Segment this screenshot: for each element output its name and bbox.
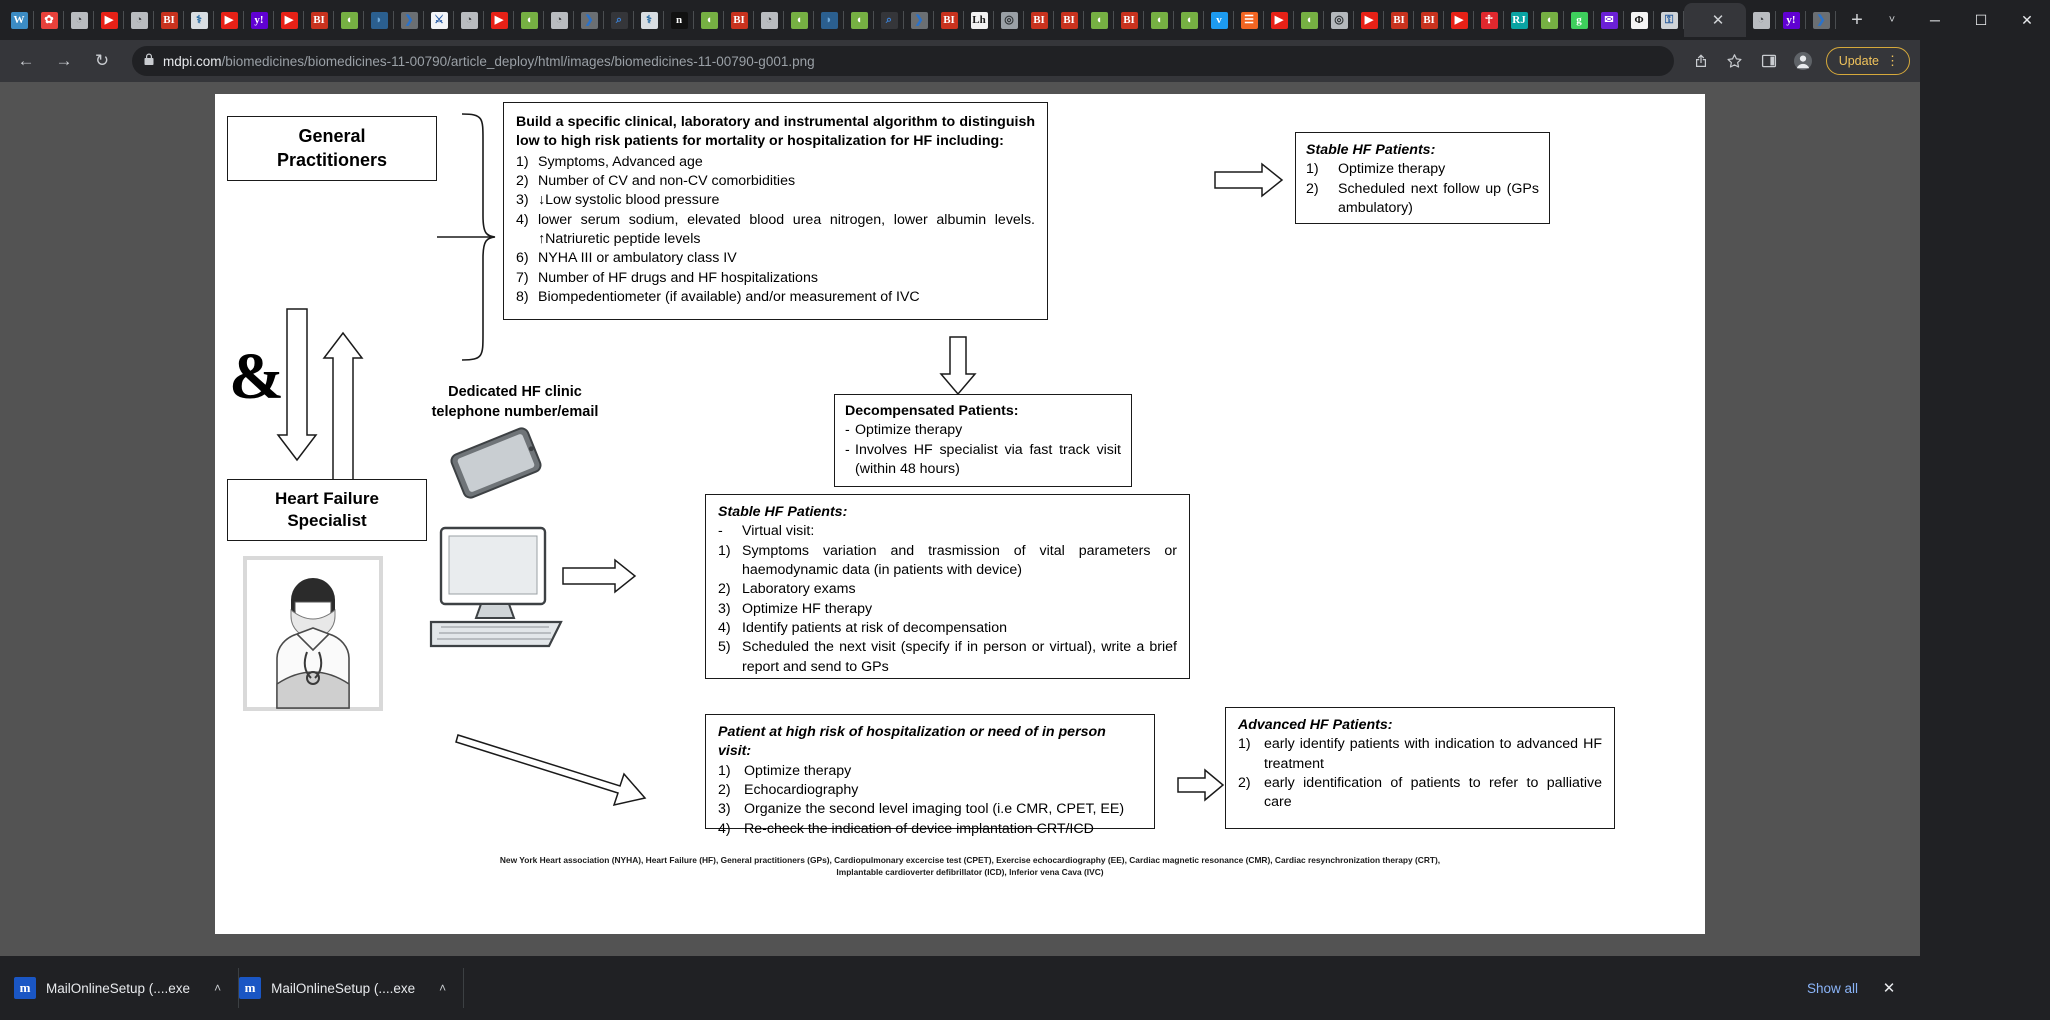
tab-favicon-icon: ◖ bbox=[1181, 12, 1198, 29]
list-item-number: 1) bbox=[516, 153, 529, 170]
browser-tab[interactable] bbox=[574, 3, 604, 37]
tab-favicon-icon: ❯ bbox=[1813, 12, 1830, 29]
browser-tab[interactable] bbox=[814, 3, 844, 37]
list-item bbox=[718, 542, 1177, 581]
download-file-icon: m bbox=[239, 977, 261, 999]
tab-favicon-icon: Φ bbox=[1631, 12, 1648, 29]
browser-tab[interactable] bbox=[724, 3, 754, 37]
gp-box-line2: Practitioners bbox=[276, 149, 388, 170]
list-item-number: 2) bbox=[1306, 180, 1319, 197]
list-item bbox=[516, 269, 1035, 288]
list-item-number: 2) bbox=[516, 172, 529, 189]
tab-favicon-icon: ✿ bbox=[41, 12, 58, 29]
list-item-text: Scheduled the next visit (specify if in person or virtual), write a brief report and send to GPs bbox=[742, 639, 1177, 675]
tab-favicon-icon: ◖ bbox=[701, 12, 718, 29]
tab-favicon-icon: ◔ bbox=[71, 12, 88, 29]
heart-failure-specialist-box bbox=[227, 479, 427, 541]
tab-favicon-icon: ◖ bbox=[1091, 12, 1108, 29]
algorithm-item-list bbox=[516, 153, 1035, 308]
list-item-number: 1) bbox=[718, 762, 731, 779]
list-item-text: lower serum sodium, elevated blood urea nitrogen, lower albumin levels. ↑Natriuretic peptide levels bbox=[538, 211, 1035, 247]
browser-tab[interactable] bbox=[1324, 3, 1354, 37]
list-item bbox=[718, 580, 1177, 599]
download-item[interactable] bbox=[239, 956, 464, 1020]
browser-tab[interactable] bbox=[1174, 3, 1204, 37]
tab-favicon-icon: ◎ bbox=[1001, 12, 1018, 29]
browser-tab[interactable] bbox=[1504, 3, 1534, 37]
browser-tab[interactable] bbox=[124, 3, 154, 37]
tab-favicon-icon: ▶ bbox=[221, 12, 238, 29]
tab-favicon-icon: ◖ bbox=[1151, 12, 1168, 29]
browser-tab[interactable] bbox=[1594, 3, 1624, 37]
list-item-number: 4) bbox=[718, 820, 731, 837]
browser-tab[interactable] bbox=[34, 3, 64, 37]
list-item-text: early identification of patients to refer to palliative care bbox=[1264, 774, 1602, 811]
stable-hf-virtual-subheading bbox=[718, 522, 1177, 541]
download-file-name: MailOnlineSetup (....exe bbox=[271, 980, 416, 996]
browser-tab[interactable] bbox=[1534, 3, 1564, 37]
list-item-number: 3) bbox=[718, 600, 731, 617]
tab-favicon-icon: ⌕ bbox=[881, 12, 898, 29]
caption-line1: New York Heart association (NYHA), Heart Failure (HF), General practitioners (GPs), Cardiopulmonary excercise test (CPET), Exercise echocardiography (EE), Cardiac magnetic resonance (CMR), Cardiac resynchronization therapy (CRT), bbox=[499, 855, 1441, 865]
list-item-text: Re-check the indication of device implantation CRT/ICD bbox=[744, 820, 1094, 837]
tab-favicon-icon: ◖ bbox=[1301, 12, 1318, 29]
browser-tab[interactable] bbox=[904, 3, 934, 37]
list-item-text: Optimize therapy bbox=[1338, 161, 1446, 178]
tab-favicon-icon: Lh bbox=[971, 12, 988, 29]
tab-favicon-icon: ◔ bbox=[461, 12, 478, 29]
high-risk-item-list bbox=[718, 762, 1142, 839]
browser-tab[interactable] bbox=[4, 3, 34, 37]
update-button[interactable] bbox=[1826, 47, 1910, 75]
browser-tab[interactable] bbox=[874, 3, 904, 37]
profile-avatar-icon[interactable] bbox=[1788, 46, 1818, 76]
list-item-number: - bbox=[845, 441, 850, 458]
list-item bbox=[718, 781, 1142, 800]
download-file-name: MailOnlineSetup (....exe bbox=[46, 980, 191, 996]
tab-favicon-icon: W bbox=[11, 12, 28, 29]
tab-favicon-icon: ❯ bbox=[911, 12, 928, 29]
list-item-text: Organize the second level imaging tool (i.e CMR, CPET, EE) bbox=[744, 801, 1125, 818]
tab-favicon-icon: ◔ bbox=[1753, 12, 1770, 29]
hf-specialist-line2: Specialist bbox=[287, 511, 367, 530]
tab-favicon-icon: ◔ bbox=[551, 12, 568, 29]
list-item-text: Optimize therapy bbox=[744, 762, 852, 779]
browser-tab[interactable] bbox=[154, 3, 184, 37]
tab-favicon-icon: BI bbox=[161, 12, 178, 29]
browser-tab[interactable] bbox=[274, 3, 304, 37]
download-item[interactable] bbox=[14, 956, 239, 1020]
general-practitioners-box bbox=[227, 116, 437, 181]
tab-favicon-icon: ▶ bbox=[101, 12, 118, 29]
browser-tab[interactable] bbox=[544, 3, 574, 37]
close-downloads-bar-button[interactable]: ✕ bbox=[1882, 980, 1896, 997]
ampersand-symbol: & bbox=[229, 340, 284, 413]
browser-tab[interactable] bbox=[1204, 3, 1234, 37]
list-item-text: Number of HF drugs and HF hospitalizations bbox=[538, 269, 818, 286]
stable-hf-gp-box bbox=[1295, 132, 1550, 224]
list-item-number: 8) bbox=[516, 288, 529, 305]
hf-care-pathway-diagram bbox=[215, 94, 1705, 934]
tab-strip bbox=[0, 0, 2033, 40]
browser-tab[interactable] bbox=[514, 3, 544, 37]
tab-favicon-icon: y! bbox=[251, 12, 268, 29]
tab-favicon-icon: ◖ bbox=[521, 12, 538, 29]
tab-favicon-icon: ◎ bbox=[1331, 12, 1348, 29]
browser-tab[interactable] bbox=[604, 3, 634, 37]
tab-favicon-icon: g bbox=[1571, 12, 1588, 29]
address-bar[interactable] bbox=[132, 46, 1674, 76]
list-item-text: Echocardiography bbox=[744, 781, 859, 798]
tab-favicon-icon: ⚕ bbox=[641, 12, 658, 29]
dedicated-hf-clinic-label bbox=[395, 382, 635, 423]
chrome-menu-icon[interactable]: ⋮ bbox=[1886, 53, 1899, 68]
list-item bbox=[718, 600, 1177, 619]
subheading-bullet: - bbox=[718, 523, 723, 540]
tab-favicon-icon: ▶ bbox=[1361, 12, 1378, 29]
list-item-number: 4) bbox=[718, 619, 731, 636]
lock-icon bbox=[144, 53, 154, 69]
tab-favicon-icon: BI bbox=[941, 12, 958, 29]
browser-tab[interactable] bbox=[964, 3, 994, 37]
browser-tab[interactable] bbox=[1114, 3, 1144, 37]
new-tab-button[interactable]: + bbox=[1851, 8, 1863, 31]
browser-tab[interactable] bbox=[1654, 3, 1684, 37]
browser-tab[interactable] bbox=[784, 3, 814, 37]
tab-favicon-icon: BI bbox=[1061, 12, 1078, 29]
list-item-number: 1) bbox=[1238, 736, 1251, 753]
list-item bbox=[845, 441, 1121, 480]
tab-favicon-icon: ❯ bbox=[401, 12, 418, 29]
browser-tab[interactable] bbox=[1624, 3, 1654, 37]
browser-tab[interactable] bbox=[1384, 3, 1414, 37]
download-menu-caret-icon[interactable]: ˄ bbox=[214, 981, 222, 995]
list-item-number: 4) bbox=[516, 211, 529, 228]
dedicated-clinic-line1: Dedicated HF clinic bbox=[448, 384, 582, 400]
list-item-number: 7) bbox=[516, 269, 529, 286]
tab-favicon-icon: ☥ bbox=[1481, 12, 1498, 29]
list-item-number: 1) bbox=[1306, 161, 1319, 178]
browser-tab[interactable] bbox=[694, 3, 724, 37]
smartphone-illustration bbox=[437, 424, 555, 502]
tab-favicon-icon: ◖ bbox=[1541, 12, 1558, 29]
browser-tab[interactable] bbox=[1564, 3, 1594, 37]
high-risk-patient-box bbox=[705, 714, 1155, 837]
list-item-text: Symptoms, Advanced age bbox=[538, 153, 703, 170]
tab-favicon-icon: ◖ bbox=[791, 12, 808, 29]
list-item-number: 2) bbox=[718, 781, 731, 798]
decompensated-patients-box bbox=[834, 394, 1132, 487]
forward-button[interactable]: → bbox=[55, 51, 73, 70]
list-item bbox=[1306, 180, 1539, 219]
advanced-hf-box bbox=[1225, 707, 1615, 829]
tab-favicon-icon: ▶ bbox=[281, 12, 298, 29]
advanced-hf-heading: Advanced HF Patients: bbox=[1238, 717, 1393, 733]
browser-tab[interactable] bbox=[1264, 3, 1294, 37]
stable-hf-virtual-box bbox=[705, 494, 1190, 679]
tab-favicon-icon: ◖ bbox=[851, 12, 868, 29]
tab-search-caret-icon[interactable]: ˅ bbox=[1888, 14, 1896, 26]
browser-tab[interactable] bbox=[934, 3, 964, 37]
browser-tab[interactable] bbox=[1474, 3, 1504, 37]
gp-box-line1: General bbox=[298, 126, 366, 147]
browser-tab[interactable] bbox=[304, 3, 334, 37]
list-item-number: 2) bbox=[1238, 774, 1251, 791]
browser-tab[interactable] bbox=[1806, 3, 1836, 37]
list-item-number: 6) bbox=[516, 250, 529, 267]
back-button[interactable]: ← bbox=[17, 51, 35, 70]
decompensated-heading: Decompensated Patients: bbox=[845, 403, 1019, 419]
browser-tab[interactable] bbox=[454, 3, 484, 37]
browser-tab[interactable] bbox=[1144, 3, 1174, 37]
browser-tab[interactable] bbox=[1414, 3, 1444, 37]
downloads-bar bbox=[0, 956, 1920, 1020]
browser-tab[interactable] bbox=[634, 3, 664, 37]
list-item-text: Optimize therapy bbox=[855, 422, 963, 439]
browser-tab[interactable] bbox=[214, 3, 244, 37]
list-item bbox=[718, 619, 1177, 638]
browser-tab[interactable] bbox=[484, 3, 514, 37]
download-menu-caret-icon[interactable]: ˄ bbox=[439, 981, 447, 995]
hf-specialist-line1: Heart Failure bbox=[275, 488, 379, 508]
tab-list-after-active bbox=[1746, 3, 1836, 37]
share-icon[interactable] bbox=[1686, 46, 1716, 76]
browser-tab[interactable] bbox=[844, 3, 874, 37]
active-tab[interactable] bbox=[1684, 3, 1746, 37]
list-item-number: 3) bbox=[516, 192, 529, 209]
list-item-number: 2) bbox=[718, 581, 731, 598]
browser-tab[interactable] bbox=[184, 3, 214, 37]
browser-tab[interactable] bbox=[64, 3, 94, 37]
reload-button[interactable]: ↻ bbox=[94, 51, 110, 70]
list-item bbox=[718, 762, 1142, 781]
browser-tab[interactable] bbox=[1746, 3, 1776, 37]
list-item bbox=[1306, 160, 1539, 179]
tab-favicon-icon: ▶ bbox=[1271, 12, 1288, 29]
caption-line2: Implantable cardioverter defibrillator (ICD), Inferior vena Cava (IVC) bbox=[836, 867, 1104, 878]
browser-tab[interactable] bbox=[1024, 3, 1054, 37]
list-item bbox=[718, 638, 1177, 677]
list-item-text: Biompedentiometer (if available) and/or measurement of IVC bbox=[538, 288, 920, 305]
tab-favicon-icon: BI bbox=[1121, 12, 1138, 29]
browser-tab[interactable] bbox=[1294, 3, 1324, 37]
list-item-number: 3) bbox=[718, 801, 731, 818]
tab-favicon-icon: ◖ bbox=[341, 12, 358, 29]
list-item-text: ↓Low systolic blood pressure bbox=[538, 192, 720, 209]
tab-favicon-icon: ▶ bbox=[491, 12, 508, 29]
bookmark-star-icon[interactable] bbox=[1720, 46, 1750, 76]
browser-tab[interactable] bbox=[334, 3, 364, 37]
url-text bbox=[163, 54, 815, 69]
page-viewport bbox=[0, 82, 1920, 956]
url-host: mdpi.com bbox=[163, 53, 222, 69]
tab-favicon-icon: n bbox=[671, 12, 688, 29]
list-item bbox=[516, 211, 1035, 250]
tab-favicon-icon: ✉ bbox=[1601, 12, 1618, 29]
tab-favicon-icon: ◔ bbox=[761, 12, 778, 29]
browser-tab[interactable] bbox=[1354, 3, 1384, 37]
browser-tab[interactable] bbox=[94, 3, 124, 37]
minimize-button[interactable]: ─ bbox=[1930, 12, 1940, 28]
browser-tab[interactable] bbox=[1444, 3, 1474, 37]
list-item-text: Number of CV and non-CV comorbidities bbox=[538, 172, 796, 189]
download-file-icon: m bbox=[14, 977, 36, 999]
list-item bbox=[718, 800, 1142, 819]
tab-divider bbox=[1835, 11, 1836, 29]
list-item-text: Scheduled next follow up (GPs ambulatory) bbox=[1338, 180, 1539, 216]
list-item-text: NYHA III or ambulatory class IV bbox=[538, 250, 737, 267]
list-item-text: Symptoms variation and trasmission of vital parameters or haemodynamic data (in patients with device) bbox=[742, 542, 1177, 578]
tab-favicon-icon: ◔ bbox=[131, 12, 148, 29]
browser-tab[interactable] bbox=[1234, 3, 1264, 37]
high-risk-heading: Patient at high risk of hospitalization or need of in person visit: bbox=[718, 724, 1106, 760]
figure-caption bbox=[395, 854, 1545, 878]
list-item bbox=[718, 820, 1142, 839]
browser-tab[interactable] bbox=[244, 3, 274, 37]
tab-favicon-icon: RJ bbox=[1511, 12, 1528, 29]
tab-favicon-icon: ⚔ bbox=[431, 12, 448, 29]
doctor-illustration bbox=[243, 556, 383, 711]
list-item-text: Identify patients at risk of decompensation bbox=[742, 619, 1007, 636]
algorithm-heading: Build a specific clinical, laboratory and instrumental algorithm to distinguish low to high risk patients for mortality or hospitalization for HF including: bbox=[516, 114, 1035, 150]
list-item bbox=[1238, 774, 1602, 813]
tab-favicon-icon: ⚕ bbox=[191, 12, 208, 29]
list-item-number: 1) bbox=[718, 542, 731, 559]
browser-toolbar bbox=[0, 40, 1920, 82]
stable-hf-gp-heading: Stable HF Patients: bbox=[1306, 142, 1436, 158]
figure-image bbox=[215, 94, 1705, 934]
tab-favicon-icon: ❯ bbox=[581, 12, 598, 29]
stable-hf-virtual-item-list bbox=[718, 542, 1177, 677]
tab-favicon-icon: ᴠ bbox=[1211, 12, 1228, 29]
stable-hf-gp-item-list bbox=[1306, 160, 1539, 218]
tab-favicon-icon: ▶ bbox=[1451, 12, 1468, 29]
list-item-number: 5) bbox=[718, 639, 731, 656]
risk-algorithm-box bbox=[503, 102, 1048, 320]
tab-favicon-icon: BI bbox=[1421, 12, 1438, 29]
browser-tab[interactable] bbox=[394, 3, 424, 37]
decompensated-item-list bbox=[845, 421, 1121, 479]
list-item-text: Optimize HF therapy bbox=[742, 600, 873, 617]
advanced-hf-item-list bbox=[1238, 735, 1602, 812]
update-label: Update bbox=[1838, 54, 1879, 68]
tab-favicon-icon: ◗ bbox=[821, 12, 838, 29]
tab-favicon-icon: BI bbox=[1391, 12, 1408, 29]
tab-favicon-icon: ⚿ bbox=[1661, 12, 1678, 29]
browser-tab[interactable] bbox=[1084, 3, 1114, 37]
list-item bbox=[845, 421, 1121, 440]
tab-favicon-icon: y! bbox=[1783, 12, 1800, 29]
tab-favicon-icon: BI bbox=[311, 12, 328, 29]
downloads-list bbox=[14, 956, 464, 1020]
desktop-computer-illustration bbox=[425, 524, 570, 654]
browser-tab[interactable] bbox=[994, 3, 1024, 37]
tab-list bbox=[4, 3, 1684, 37]
list-item bbox=[516, 249, 1035, 268]
side-panel-icon[interactable] bbox=[1754, 46, 1784, 76]
list-item-text: early identify patients with indication to advanced HF treatment bbox=[1264, 736, 1602, 772]
browser-tab[interactable] bbox=[1776, 3, 1806, 37]
url-path: /biomedicines/biomedicines-11-00790/article_deploy/html/images/biomedicines-11-00790-g001.png bbox=[221, 53, 815, 69]
list-item-text: Involves HF specialist via fast track visit (within 48 hours) bbox=[855, 441, 1121, 477]
tab-favicon-icon: BI bbox=[731, 12, 748, 29]
browser-tab[interactable] bbox=[364, 3, 394, 37]
list-item bbox=[1238, 735, 1602, 774]
browser-tab[interactable] bbox=[754, 3, 784, 37]
browser-tab[interactable] bbox=[664, 3, 694, 37]
dedicated-clinic-line2: telephone number/email bbox=[431, 404, 599, 421]
list-item-number: - bbox=[845, 422, 850, 439]
maximize-button[interactable]: ☐ bbox=[1974, 11, 1988, 28]
tab-favicon-icon: BI bbox=[1031, 12, 1048, 29]
tab-close-icon[interactable]: ✕ bbox=[1711, 12, 1725, 29]
stable-hf-virtual-heading: Stable HF Patients: bbox=[718, 504, 848, 520]
tab-favicon-icon: ☰ bbox=[1241, 12, 1258, 29]
list-item bbox=[516, 153, 1035, 172]
download-item-divider bbox=[463, 968, 464, 1008]
browser-tab[interactable] bbox=[424, 3, 454, 37]
browser-tab[interactable] bbox=[1054, 3, 1084, 37]
list-item bbox=[516, 288, 1035, 307]
close-window-button[interactable]: ✕ bbox=[2021, 11, 2033, 28]
tab-favicon-icon: ◗ bbox=[371, 12, 388, 29]
tab-favicon-icon: ⌕ bbox=[611, 12, 628, 29]
show-all-downloads-button[interactable]: Show all bbox=[1806, 980, 1858, 996]
list-item bbox=[516, 191, 1035, 210]
list-item-text: Laboratory exams bbox=[742, 581, 856, 598]
list-item bbox=[516, 172, 1035, 191]
subheading-text: Virtual visit: bbox=[742, 523, 815, 540]
